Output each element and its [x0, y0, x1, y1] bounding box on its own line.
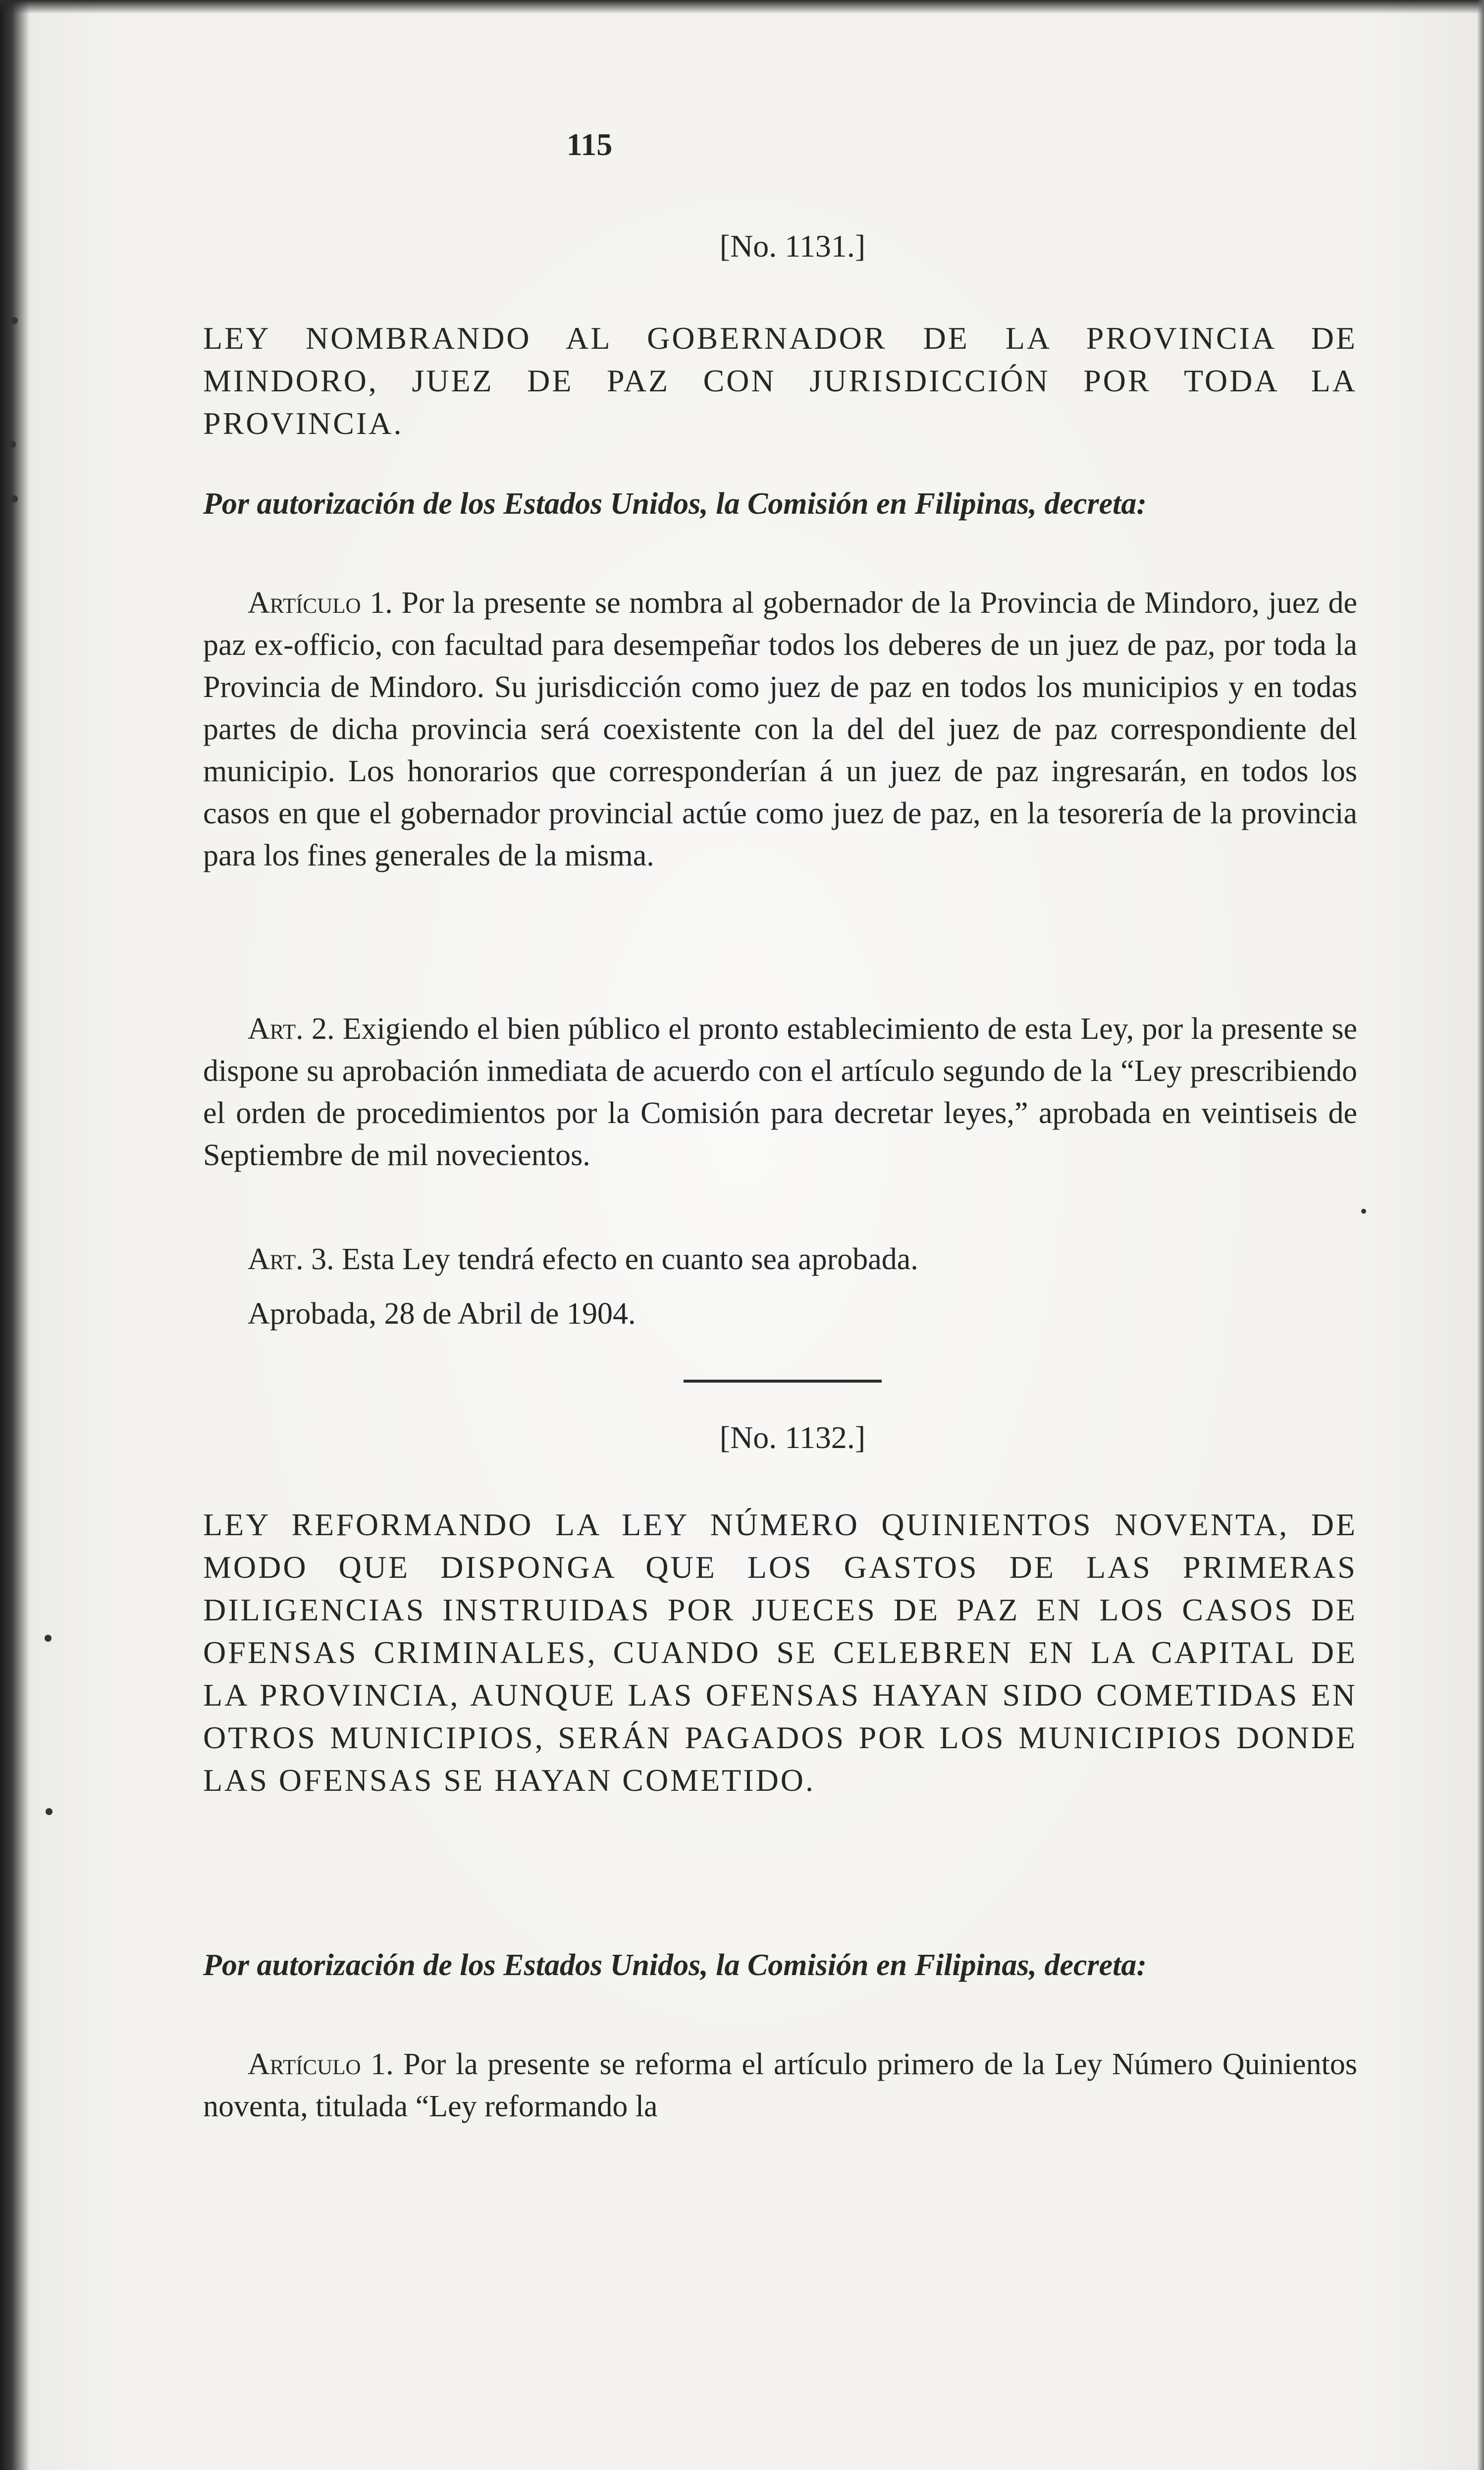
law-1131-authority: Por autorización de los Estados Unidos, la Comisión en Filipinas, decreta: — [203, 487, 1147, 521]
scan-speck — [11, 495, 18, 502]
scan-speck — [45, 1635, 52, 1642]
law-1131-article-3 — [203, 1238, 1357, 1281]
article-label: Artículo 1. — [248, 586, 393, 620]
book-gutter-shadow — [0, 0, 30, 2470]
scan-speck — [46, 1808, 53, 1815]
law-1131-article-1 — [203, 582, 1357, 877]
scan-speck — [11, 317, 18, 324]
article-label: Artículo 1. — [248, 2047, 394, 2081]
section-divider — [684, 1380, 882, 1383]
page-right-shadow — [1477, 0, 1484, 2470]
article-text: Por la presente se reforma el artículo primero de la Ley Número Quinientos noventa, titulada “Ley reformando la — [203, 2047, 1358, 2123]
law-1131-article-2 — [203, 1008, 1357, 1177]
law-1131-approval — [203, 1293, 1357, 1335]
article-label: Art. 2. — [248, 1012, 335, 1046]
page-number: 115 — [566, 127, 613, 162]
law-1131-number: [No. 1131.] — [719, 228, 866, 264]
scan-speck — [1361, 1209, 1366, 1214]
law-1132-number: [No. 1132.] — [719, 1420, 866, 1455]
page-top-shadow — [0, 0, 1484, 14]
approval-date: Aprobada, 28 de Abril de 1904. — [248, 1297, 636, 1331]
article-label: Art. 3. — [248, 1242, 334, 1276]
law-1132-article-1 — [203, 2043, 1357, 2128]
article-text: Exigiendo el bien público el pronto establecimiento de esta Ley, por la presente se dispone su aprobación inmediata de acuerdo con el artículo segundo de la “Ley prescribiendo el orden de procedimientos por la Comisión para decretar leyes,” aprobada en veintiseis de Septiembre de mil novecientos. — [203, 1012, 1358, 1172]
law-1132-title: LEY REFORMANDO LA LEY NÚMERO QUINIENTOS NOVENTA, DE MODO QUE DISPONGA QUE LOS GASTOS DE LAS PRIMERAS DILIGENCIAS INSTRUIDAS POR JUECES DE PAZ EN LOS CASOS DE OFENSAS CRIMINALES, CUANDO SE CELEBREN EN LA CAPITAL DE LA PROVINCIA, AUNQUE LAS OFENSAS HAYAN SIDO COMETIDAS EN OTROS MUNICIPIOS, SERÁN PAGADOS POR LOS MUNICIPIOS DONDE LAS OFENSAS SE HAYAN COMETIDO. — [203, 1507, 1357, 1798]
article-text: Esta Ley tendrá efecto en cuanto sea aprobada. — [342, 1242, 918, 1276]
law-1131-title: LEY NOMBRANDO AL GOBERNADOR DE LA PROVINCIA DE MINDORO, JUEZ DE PAZ CON JURISDICCIÓN POR TODA LA PROVINCIA. — [203, 321, 1357, 441]
law-1132-authority: Por autorización de los Estados Unidos, la Comisión en Filipinas, decreta: — [203, 1948, 1147, 1982]
article-text: Por la presente se nombra al gobernador de la Provincia de Mindoro, juez de paz ex-officio, con facultad para desempeñar todos los deberes de un juez de paz, por toda la Provincia de Mindoro. Su jurisdicción como juez de paz en todos los municipios y en todas partes de dicha provincia será coexistente con la del del juez de paz correspondiente del municipio. Los honorarios que corresponderían á un juez de paz ingresarán, en todos los casos en que el gobernador provincial actúe como juez de paz, en la tesorería de la provincia para los fines generales de la misma. — [203, 586, 1358, 872]
scan-speck — [9, 441, 16, 448]
